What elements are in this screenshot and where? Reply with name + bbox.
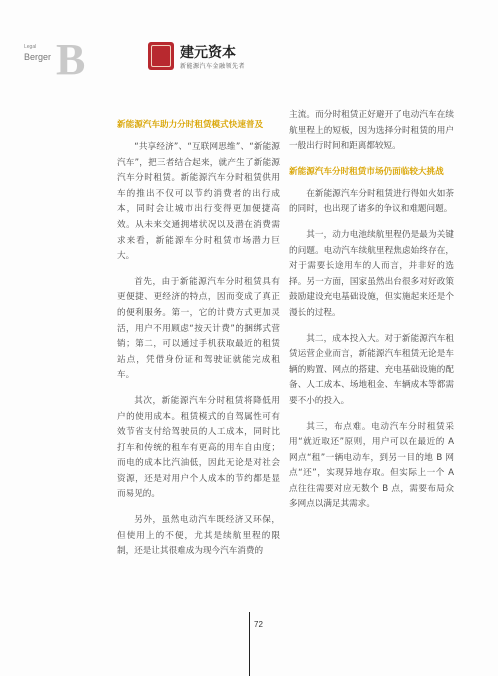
berger-logo: [16, 35, 96, 84]
section-heading-2: 新能源汽车分时租赁市场仍面临较大挑战: [289, 166, 444, 177]
page-number: 72: [254, 620, 263, 629]
paragraph: 其三，布点难。电动汽车分时租赁采用“就近取还”原则，用户可以在最近的 A 网点“租”一辆电动车，到另一目的地 B 网点“还”，实现异地存取。但实际上一个 A 点往往需要对应无数个 B 点，需要布局众多网点以满足其需求。: [289, 421, 454, 510]
brand-subtitle: 新能源汽车金融领先者: [180, 63, 246, 70]
right-column: [289, 108, 454, 523]
paragraph: 其次，新能源汽车分时租赁将降低用户的使用成本。租赁模式的自驾属性可有效节省支付给驾驶员的人工成本，同时比打车和传统的租车有更高的用车自由度；而电的成本比汽油低，因此无论是对社会资源，还是对用户个人成本的节约都是显而易见的。: [117, 395, 280, 500]
logo-name: Berger: [24, 52, 52, 62]
paragraph: 在新能源汽车分时租赁进行得如火如荼的同时，也出现了诸多的争议和难题问题。: [289, 188, 454, 215]
paragraph: 首先，由于新能源汽车分时租赁具有更便捷、更经济的特点，因而变成了真正的便利服务。第一，它的计费方式更加灵活，用户不用顾虑“按天计费”的捆绑式营销；第二，可以通过手机获取最近的租赁站点，凭借身份证和驾驶证就能完成租车。: [117, 276, 280, 381]
seal-icon: [148, 42, 174, 70]
paragraph: 另外，虽然电动汽车既经济又环保，但使用上的不便，尤其是续航里程的限制，还是让其很难成为现今汽车消费的: [117, 515, 280, 557]
paragraph: 其一，动力电池续航里程仍是最为关键的问题。电动汽车续航里程焦虑始终存在，对于需要长途用车的人而言，并非好的选择。另一方面，国家虽然出台很多对好政策鼓励建设充电基础设施，但实施起来还是个漫长的过程。: [289, 229, 454, 318]
paragraph: “共享经济”、“互联网思维”、“新能源汽车”，把三者结合起来，就产生了新能源汽车分时租赁。新能源汽车分时租赁供用车的推出不仅可以节约消费者的出行成本，同时会让城市出行变得更加便捷高效。从未来交通拥堵状况以及潜在消费需求来看，新能源车分时租赁市场潜力巨大。: [117, 142, 280, 262]
section-heading-1: 新能源汽车助力分时租赁模式快速普及: [117, 120, 264, 130]
footer-divider: [249, 612, 250, 676]
logo-small-text: Legal: [24, 44, 37, 50]
paragraph-continued: 主流。而分时租赁正好避开了电动汽车在续航里程上的短板，因为选择分时租赁的用户一般出行时间和距离都较短。: [289, 110, 454, 152]
left-column: [117, 118, 280, 570]
brand-title: 建元资本: [180, 45, 236, 61]
logo-b-mark: B: [56, 35, 86, 84]
paragraph: 其二，成本投入大。对于新能源汽车租赁运营企业而言，新能源汽车租赁无论是车辆的购置、网点的搭建、充电基础设施的配备、人工成本、场地租金、车辆成本等都需要不小的投入。: [289, 333, 454, 406]
